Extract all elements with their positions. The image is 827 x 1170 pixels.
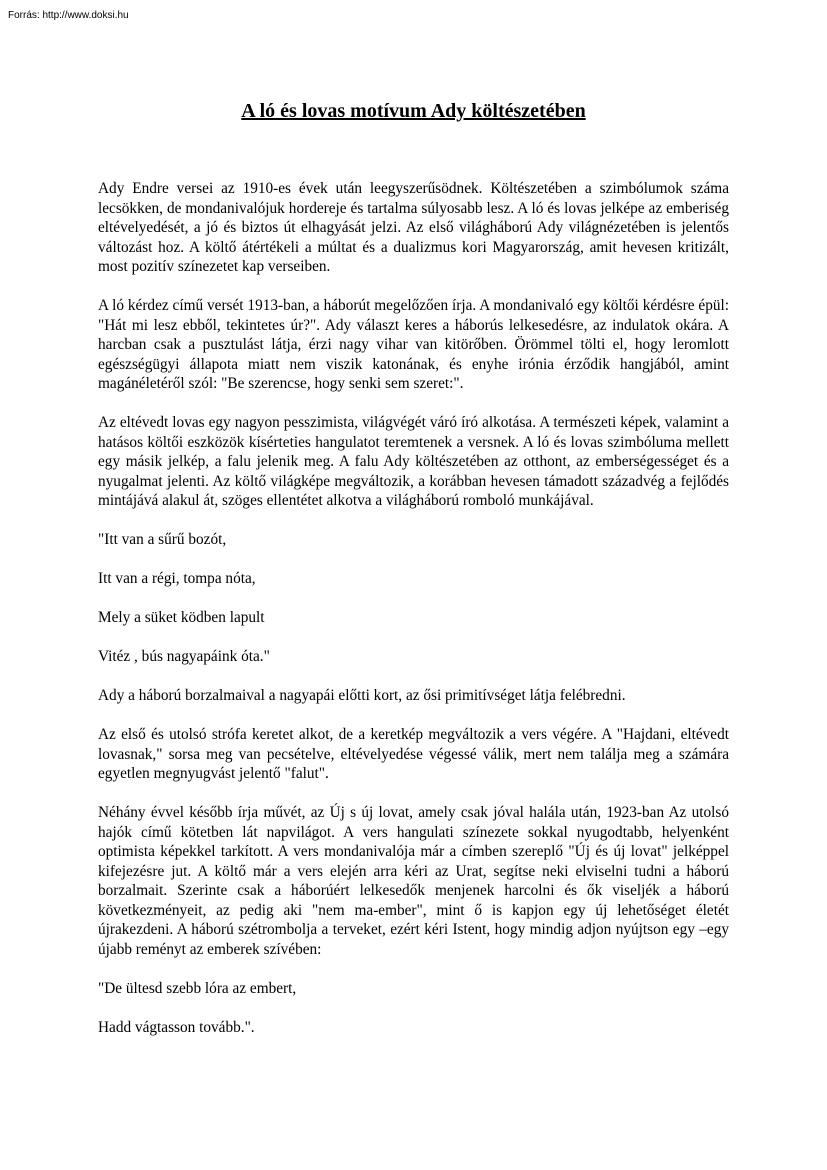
document-title: A ló és lovas motívum Ady költészetében [241,100,586,122]
verse-line: Mely a süket ködben lapult [98,609,265,626]
verse-line: Itt van a régi, tompa nóta, [98,570,256,587]
verse-line: "Itt van a sűrű bozót, [98,531,227,548]
source-line: Forrás: http://www.doksi.hu [8,10,129,21]
paragraph-keret: Az első és utolsó strófa keretet alkot, de a keretkép megváltozik a vers végére. A "Hajdani, eltévedt lovasnak," sorsa meg van pecsételve, eltévelyedése végessé válik, mert nem találja meg a számára egyetlen megnyugvást jelentő "falut". [98,726,729,782]
verse-line: Vitéz , bús nagyapáink óta." [98,648,270,665]
verse-line: "De ültesd szebb lóra az embert, [98,979,297,997]
paragraph-uj-s-uj-lovat: Néhány évvel később írja művét, az Új s új lovat, amely csak jóval halála után, 1923-ban Az utolsó hajók című kötetben lát napvilágot. A vers hangulati színezete sokkal nyugodtabb, helyenként optimista képekkel tarkított. A vers mondanivalója már a címben szereplő "Új és új lovat" jelképpel kifejezésre jut. A költő már a vers elején arra kéri az Urat, segítse neki elviselni tudni a háború borzalmait. Szerinte csak a háborúért lelkesedők menjenek harcolni és ők viseljék a háború következményeit, az pedig aki "nem ma-ember", mint ő is kapjon egy új lehetőséget életét újrakezdeni. A háború szétrombolja a terveket, ezért kéri Istent, hogy mindig adjon nyújtson egy –egy újabb reményt az emberek szívében: [98,804,729,958]
paragraph-lo-kerdez: A ló kérdez című versét 1913-ban, a háborút megelőzően írja. A mondanivaló egy költői kérdésre épül: "Hát mi lesz ebből, tekintetes úr?". Ady választ keres a háborús lelkesedésre, az indulatok okára. A harcban csak a pusztulást látja, érzi nagy vihar van kitörőben. Örömmel tölti el, hogy leromlott egészségügyi állapota miatt nem viszik katonának, és enyhe irónia érződik hangjából, amint magánéletéről szól: "Be szerencse, hogy senki sem szeret:". [98,297,729,392]
paragraph-nagyapak: Ady a háború borzalmaival a nagyapái előtti kort, az ősi primitívséget látja felébredni. [98,687,626,704]
paragraph-eltevedt-lovas: Az eltévedt lovas egy nagyon pesszimista, világvégét váró író alkotása. A természeti képek, valamint a hatásos költői eszközök kísérteties hangulatot teremtenek a versnek. A ló és lovas szimbóluma mellett egy másik jelkép, a falu jelenik meg. A falu Ady költészetében az otthont, az emberségességet és a nyugalmat jelenti. Az költő világképe megváltozik, a korábban hevesen támadott századvég a fejlődés mintájává alakul át, szöges ellentétet alkotva a világháború romboló munkájával. [98,414,729,509]
document-body [98,179,729,1057]
paragraph-intro: Ady Endre versei az 1910-es évek után leegyszerűsödnek. Költészetében a szimbólumok száma lecsökken, de mondanivalójuk hordereje és tartalma súlyosabb lesz. A ló és lovas jelképe az emberiség eltévelyedését, a jó és biztos út elhagyását jelzi. Az első világháború Ady világnézetében is jelentős változást hoz. A költő átértékeli a múltat és a dualizmus kori Magyarország, amit hevesen kritizált, most pozitív színezetet kap verseiben. [98,180,729,275]
verse-line: Hadd vágtasson tovább.". [98,1018,255,1036]
